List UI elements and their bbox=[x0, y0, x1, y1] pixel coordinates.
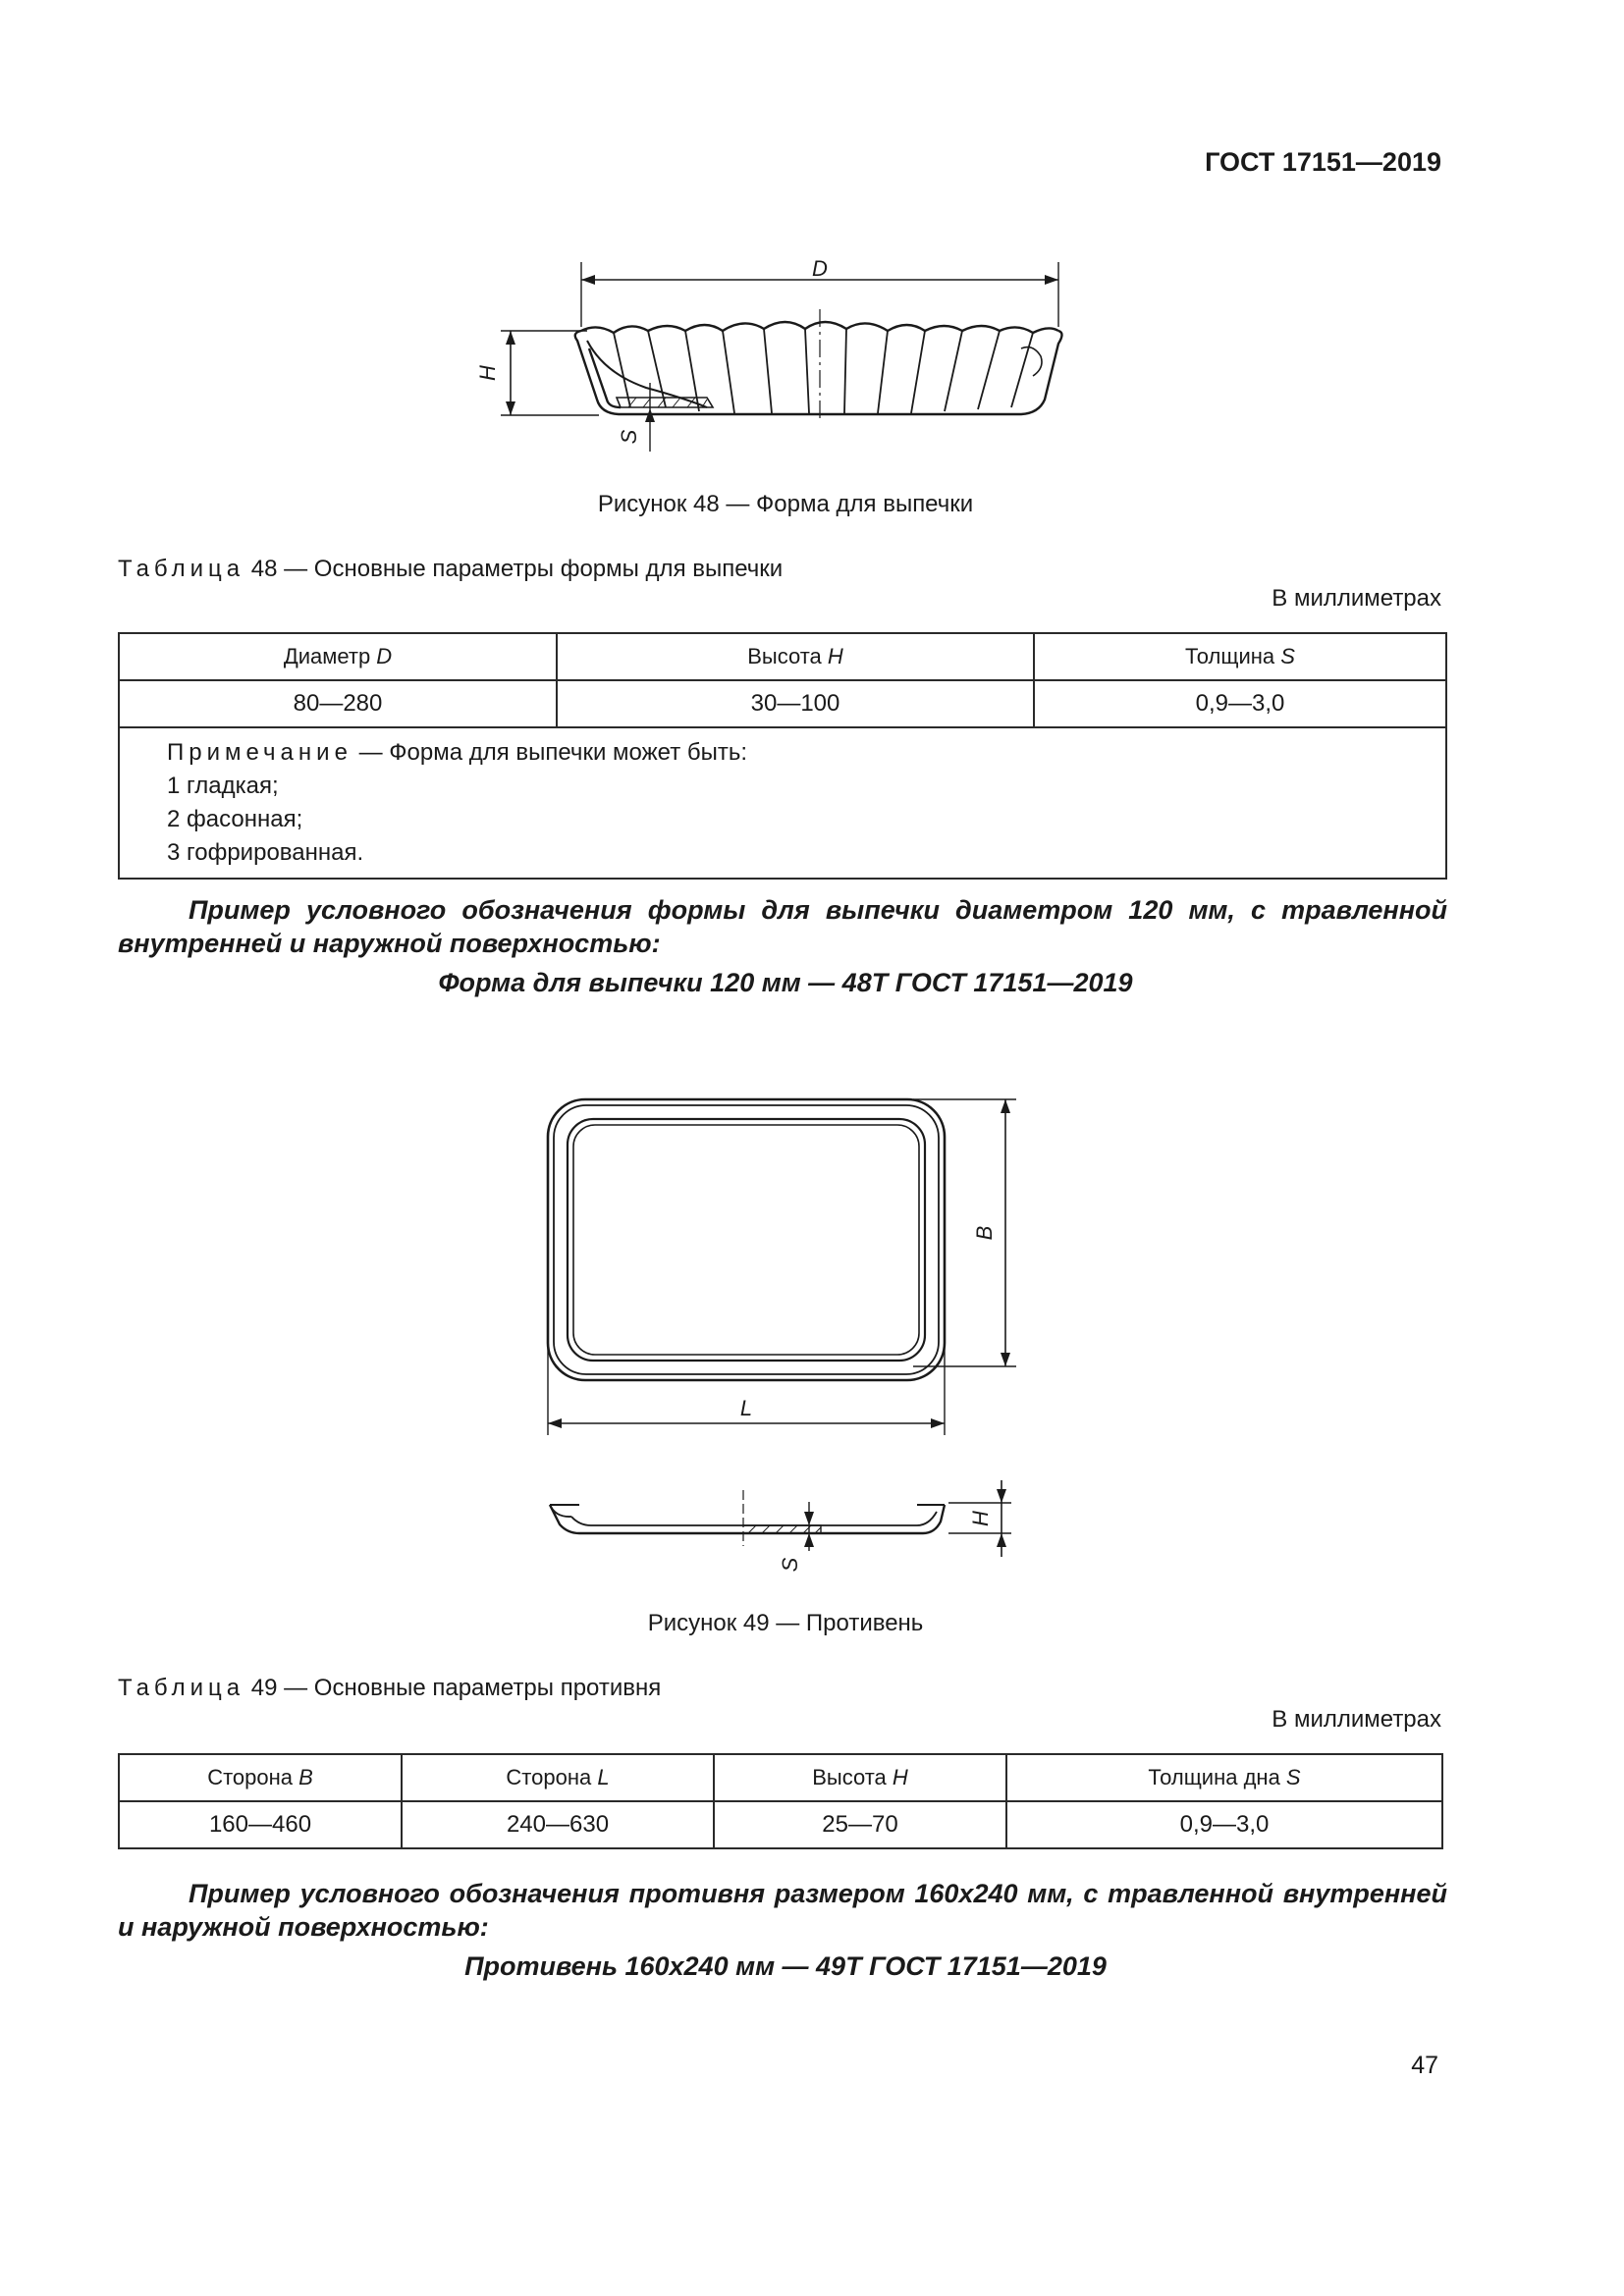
table-48-header-cell bbox=[557, 633, 1034, 680]
table-48-title bbox=[118, 556, 783, 583]
dimension-label-b: B bbox=[972, 1225, 997, 1241]
header-text: Высота bbox=[747, 644, 828, 668]
header-text: Высота bbox=[812, 1765, 893, 1789]
note-text: — Форма для выпечки может быть: bbox=[352, 739, 748, 766]
dimension-label-h: H bbox=[968, 1511, 993, 1526]
table-48-cell: 0,9—3,0 bbox=[1034, 680, 1446, 727]
table-48 bbox=[118, 632, 1447, 880]
figure-48-caption: Рисунок 48 — Форма для выпечки bbox=[597, 491, 974, 517]
table-48-title-word: Таблица bbox=[118, 556, 245, 582]
table-49-units: В миллиметрах bbox=[1272, 1706, 1441, 1733]
example-49 bbox=[118, 1877, 1447, 1944]
note-label: Примечание bbox=[167, 739, 352, 766]
header-text: Сторона bbox=[207, 1765, 299, 1789]
table-48-cell: 80—280 bbox=[119, 680, 557, 727]
table-49-cell: 25—70 bbox=[714, 1801, 1006, 1848]
note-item: 3 гофрированная. bbox=[167, 839, 364, 866]
table-row bbox=[119, 1801, 1442, 1848]
header-text: Толщина дна bbox=[1148, 1765, 1286, 1789]
table-48-note-row bbox=[119, 727, 1446, 879]
figure-49-caption: Рисунок 49 — Противень bbox=[647, 1610, 924, 1636]
header-text: Диаметр bbox=[283, 644, 377, 668]
table-49-cell: 0,9—3,0 bbox=[1006, 1801, 1442, 1848]
example-48 bbox=[118, 893, 1447, 960]
table-49-header-cell bbox=[714, 1754, 1006, 1801]
dimension-label-s: S bbox=[617, 429, 641, 445]
table-49-header-cell bbox=[119, 1754, 402, 1801]
example-48-text: Пример условного обозначения формы для выпечки диаметром 120 мм, с травленной внутренней и наружной поверхностью: bbox=[118, 895, 1447, 958]
table-row bbox=[119, 680, 1446, 727]
dimension-label-s: S bbox=[778, 1557, 802, 1573]
example-48-designation: Форма для выпечки 120 мм — 48Т ГОСТ 17151—2019 bbox=[438, 968, 1133, 997]
header-symbol: H bbox=[827, 644, 843, 668]
example-49-text: Пример условного обозначения противня размером 160x240 мм, с травленной внутренней и наружной поверхностью: bbox=[118, 1879, 1447, 1942]
document-code: ГОСТ 17151—2019 bbox=[1205, 147, 1441, 177]
header-symbol: L bbox=[597, 1765, 610, 1789]
example-49-designation: Противень 160x240 мм — 49Т ГОСТ 17151—2019 bbox=[464, 1951, 1107, 1981]
table-48-note bbox=[119, 727, 1446, 879]
table-49-header-row bbox=[119, 1754, 1442, 1801]
table-49-title-text: 49 — Основные параметры противня bbox=[244, 1675, 662, 1701]
header-text: Сторона bbox=[506, 1765, 598, 1789]
table-48-title-text: 48 — Основные параметры формы для выпечки bbox=[244, 556, 784, 582]
header-symbol: H bbox=[892, 1765, 908, 1789]
table-49-title-word: Таблица bbox=[118, 1675, 245, 1701]
table-48-header-cell bbox=[1034, 633, 1446, 680]
figure-48-baking-mold bbox=[471, 250, 1100, 466]
table-48-cell: 30—100 bbox=[557, 680, 1034, 727]
figure-49-baking-tray bbox=[520, 1080, 1051, 1580]
table-49 bbox=[118, 1753, 1443, 1849]
dimension-label-d: D bbox=[812, 256, 828, 281]
table-48-header-row bbox=[119, 633, 1446, 680]
table-49-title bbox=[118, 1675, 661, 1702]
dimension-label-h: H bbox=[475, 365, 500, 381]
table-48-units: В миллиметрах bbox=[1272, 585, 1441, 612]
note-item: 2 фасонная; bbox=[167, 806, 303, 832]
note-heading bbox=[167, 736, 1398, 770]
dimension-label-l: L bbox=[739, 1396, 753, 1420]
header-symbol: D bbox=[376, 644, 393, 668]
note-item: 1 гладкая; bbox=[167, 773, 279, 799]
table-49-header-cell bbox=[1006, 1754, 1442, 1801]
table-49-cell: 240—630 bbox=[402, 1801, 714, 1848]
header-symbol: S bbox=[1285, 1765, 1301, 1789]
table-49-header-cell bbox=[402, 1754, 714, 1801]
header-symbol: S bbox=[1280, 644, 1295, 668]
header-text: Толщина bbox=[1185, 644, 1281, 668]
header-symbol: B bbox=[298, 1765, 313, 1789]
table-48-header-cell bbox=[119, 633, 557, 680]
page-number: 47 bbox=[1411, 2052, 1438, 2079]
table-49-cell: 160—460 bbox=[119, 1801, 402, 1848]
